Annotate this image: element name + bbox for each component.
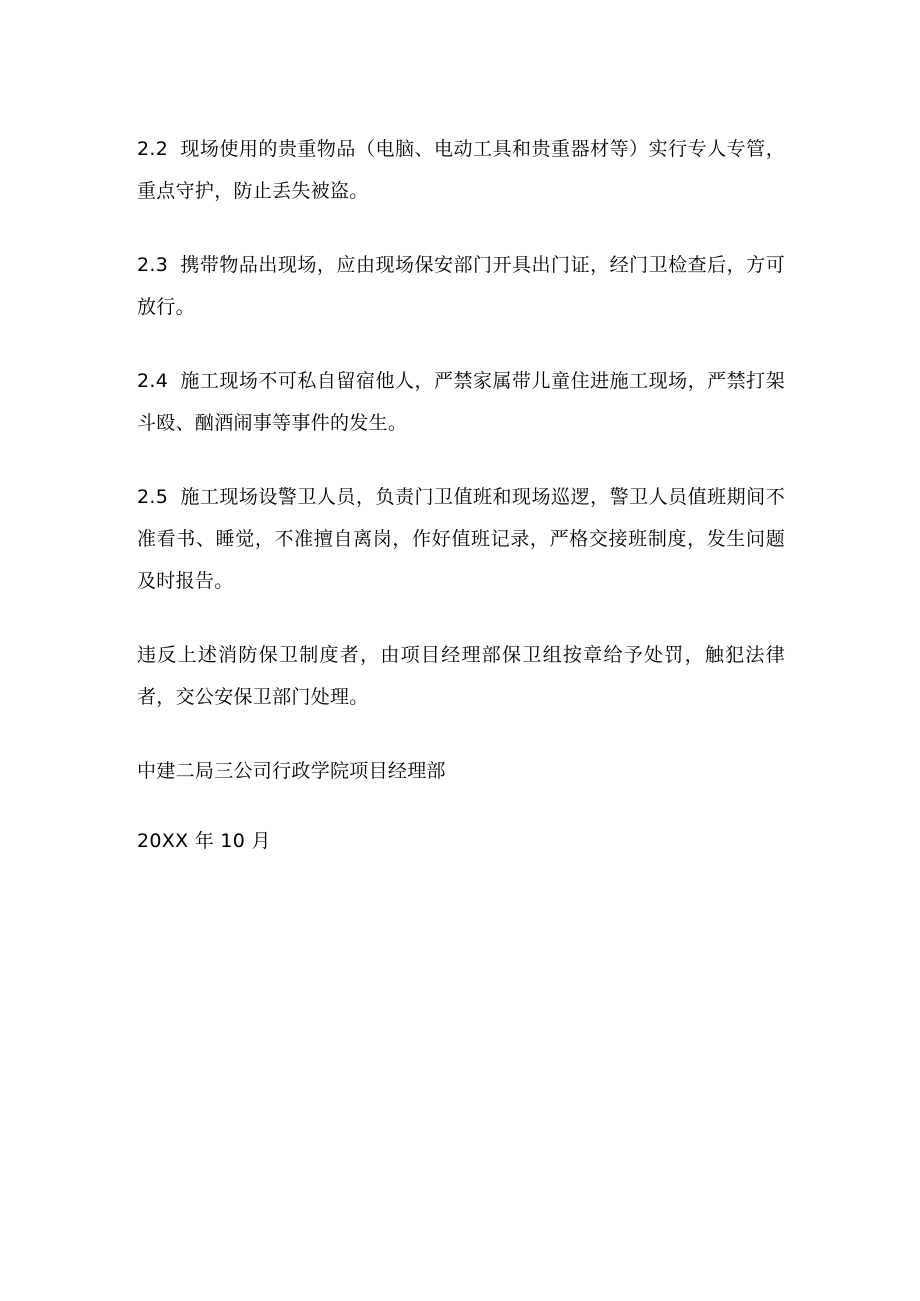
clause-text: 现场使用的贵重物品（电脑、电动工具和贵重器材等）实行专人专管，重点守护，防止丢失被盗。	[137, 138, 785, 202]
clause-number: 2.5	[137, 486, 169, 508]
clause-2-2	[137, 128, 785, 212]
clause-text: 施工现场不可私自留宿他人，严禁家属带儿童住进施工现场，严禁打架斗殴、酗酒闹事等事件的发生。	[137, 370, 785, 434]
document-date: 20XX 年 10 月	[137, 830, 271, 852]
clause-2-3	[137, 244, 785, 328]
clause-2-4	[137, 360, 785, 444]
clause-number: 2.3	[137, 254, 169, 276]
organization-signature: 中建二局三公司行政学院项目经理部	[137, 760, 446, 782]
closing-statement: 违反上述消防保卫制度者，由项目经理部保卫组按章给予处罚，触犯法律者，交公安保卫部门处理。	[137, 644, 785, 708]
clause-text: 施工现场设警卫人员，负责门卫值班和现场巡逻，警卫人员值班期间不准看书、睡觉，不准擅自离岗，作好值班记录，严格交接班制度，发生问题及时报告。	[137, 486, 785, 592]
clause-number: 2.4	[137, 370, 169, 392]
clause-text: 携带物品出现场，应由现场保安部门开具出门证，经门卫检查后，方可放行。	[137, 254, 785, 318]
document-body	[137, 128, 785, 890]
clause-number: 2.2	[137, 138, 169, 160]
clause-2-5	[137, 476, 785, 602]
